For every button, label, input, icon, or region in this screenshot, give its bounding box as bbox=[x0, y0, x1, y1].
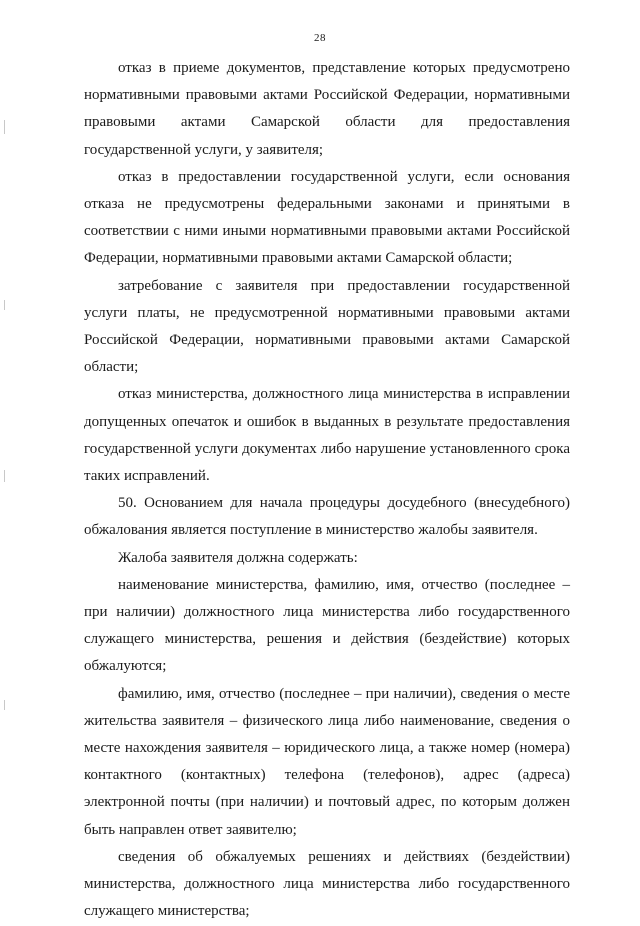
page-number: 28 bbox=[314, 32, 326, 44]
paragraph-appealed-decisions: сведения об обжалуемых решениях и действиях (бездействии) министерства, должностного лица министерства либо государственного служащего министерства; bbox=[84, 848, 570, 920]
paragraph-applicant-details: фамилию, имя, отчество (последнее – при наличии), сведения о месте жительства заявителя – физического лица либо наименование, сведения о месте нахождения заявителя – юридического лица, а также номер (номера) контактного (контактных) телефона (телефонов), адрес (адреса) электронной почты (при наличии) и почтовый адрес, по которым должен быть направлен ответ заявителю; bbox=[84, 685, 570, 838]
paragraph-refusal-service: отказ в предоставлении государственной услуги, если основания отказа не предусмотрены федеральными законами и принятыми в соответствии с ними иными нормативными правовыми актами Российской Федерации, нормативными правовыми актами Самарской области; bbox=[84, 168, 570, 267]
paragraph-fee-demand: затребование с заявителя при предоставлении государственной услуги платы, не предусмотренной нормативными правовыми актами Российской Федерации, нормативными правовыми актами Самарской области; bbox=[84, 277, 570, 376]
document-body bbox=[84, 55, 570, 926]
paragraph-complaint-contents-intro: Жалоба заявителя должна содержать: bbox=[118, 549, 358, 566]
paragraph-refusal-documents: отказ в приеме документов, представление которых предусмотрено нормативными правовыми актами Российской Федерации, нормативными правовыми актами Самарской области для предоставления государственной услуги, у заявителя; bbox=[84, 60, 570, 158]
paragraph-clause-50: 50. Основанием для начала процедуры досудебного (внесудебного) обжалования является поступление в министерство жалобы заявителя. bbox=[84, 495, 570, 539]
paragraph-ministry-name: наименование министерства, фамилию, имя, отчество (последнее – при наличии) должностного лица министерства либо государственного служащего министерства, решения и действия (бездействие) которых обжалуются; bbox=[84, 576, 570, 675]
scan-margin-mark bbox=[4, 700, 5, 710]
paragraph-refusal-corrections: отказ министерства, должностного лица министерства в исправлении допущенных опечаток и ошибок в выданных в результате предоставления государственной услуги документах либо нарушение установленного срока таких исправлений. bbox=[84, 386, 570, 485]
scan-margin-mark bbox=[4, 300, 5, 310]
scan-margin-mark bbox=[4, 120, 5, 134]
scan-margin-mark bbox=[4, 470, 5, 482]
